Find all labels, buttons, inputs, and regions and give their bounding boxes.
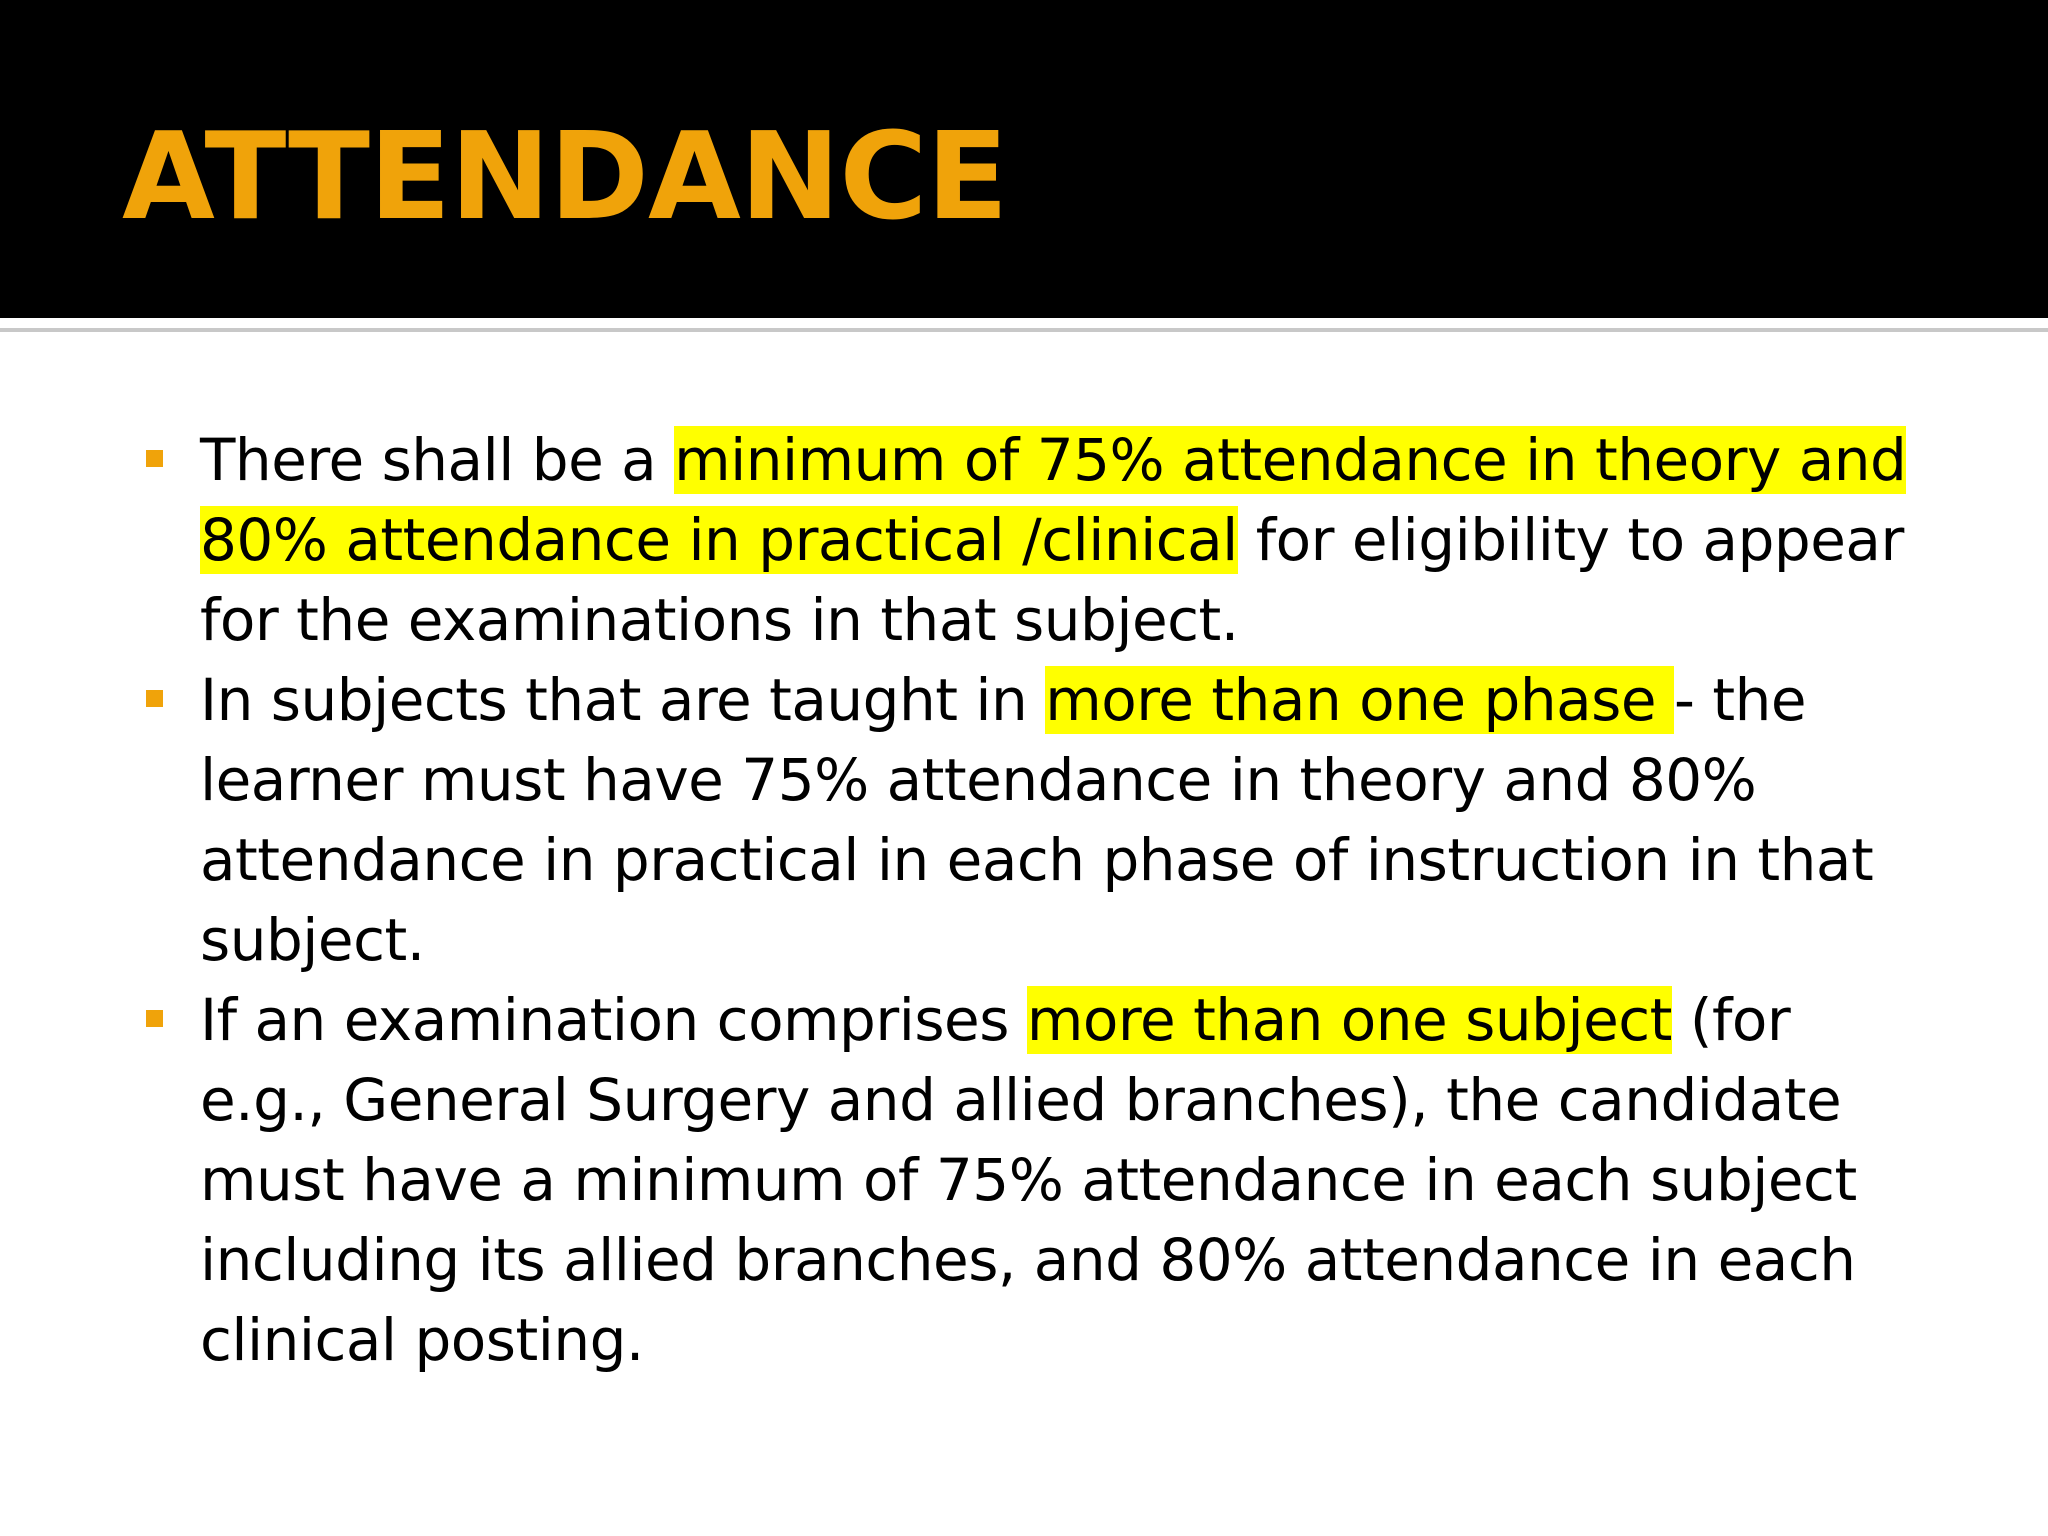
bullet-text: - the learner must have 75% attendance in theory and 80% attendance in practical in each phase of instruction in that subject. — [200, 666, 1874, 974]
bullet-item — [0, 980, 1920, 1380]
square-bullet-icon — [146, 690, 163, 707]
highlighted-text: more than one subject — [1026, 986, 1672, 1054]
bullet-item — [0, 660, 1920, 980]
bullet-item — [0, 420, 1920, 660]
bullet-text: for eligibility to appear for the examinations in that subject. — [200, 506, 1904, 654]
bullet-text: (for e.g., General Surgery and allied branches), the candidate must have a minimum of 75% attendance in each subject including its allied branches, and 80% attendance in each clinical posting. — [200, 986, 1857, 1374]
bullet-text: If an examination comprises — [200, 986, 1027, 1054]
square-bullet-icon — [146, 1010, 163, 1027]
highlighted-text: more than one phase — [1045, 666, 1674, 734]
bullet-text: There shall be a — [200, 426, 675, 494]
slide-title: ATTENDANCE — [122, 108, 1008, 247]
title-bar — [0, 0, 2048, 318]
highlighted-text: minimum of 75% attendance in theory and 80% attendance in practical /clinical — [200, 426, 1907, 574]
bullet-list — [0, 420, 2048, 1380]
title-divider — [0, 328, 2048, 332]
square-bullet-icon — [146, 450, 163, 467]
bullet-text: In subjects that are taught in — [200, 666, 1046, 734]
